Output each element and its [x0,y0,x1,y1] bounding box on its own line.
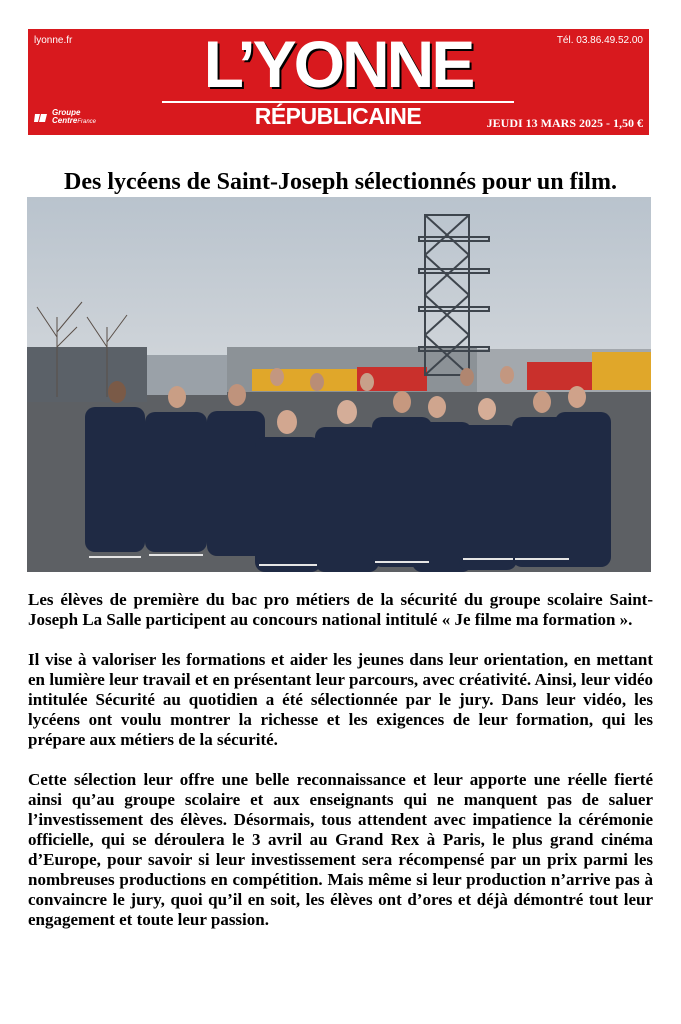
group-country: France [77,119,97,125]
article-headline: Des lycéens de Saint-Joseph sélectionnés pour un film. [64,169,617,196]
group-logo-icon [34,112,48,124]
site-url: lyonne.fr [34,35,73,46]
article-paragraph: Les élèves de première du bac pro métiers de la sécurité du groupe scolaire Saint-Joseph La Salle participent au concours national intitulé « Je filme ma formation ». [28,590,653,629]
article-photo [27,197,651,572]
newspaper-title: L’YONNE [203,27,473,101]
group-centre-france-logo [34,109,96,126]
article-body [28,590,653,950]
article-paragraph: Il vise à valoriser les formations et aider les jeunes dans leur orientation, en mettant en lumière leur travail et en présentant leur parcours, avec créativité. Ainsi, leur vidéo intitulée Sécurité au quotidien a été sélectionnée par le jury. Dans leur vidéo, les lycéens ont voulu montrer la richesse et les exigences de leur formation, qui les prépare aux métiers de la sécurité. [28,650,653,749]
group-label: Groupe [52,108,81,117]
issue-date-price: JEUDI 13 MARS 2025 - 1,50 € [486,116,643,130]
group-name: Centre [52,116,78,125]
newspaper-masthead [28,29,649,135]
newspaper-subtitle: RÉPUBLICAINE [162,101,514,129]
article-paragraph: Cette sélection leur offre une belle reconnaissance et leur apporte une réelle fierté ainsi qu’au groupe scolaire et aux enseignants qui ne manquent pas de saluer l’investissement des élèves. Désormais, tous attendent avec impatience la cérémonie officielle, qui se déroulera le 3 avril au Grand Rex à Paris, le plus grand cinéma d’Europe, pour savoir si leur investissement sera récompensé par un prix parmi les nombreuses productions en compétition. Mais même si leur production n’arrive pas à convaincre le jury, quoi qu’il en soit, les élèves ont d’ores et déjà démontré tout leur engagement et toute leur passion. [28,770,653,929]
phone-number: Tél. 03.86.49.52.00 [556,35,643,46]
